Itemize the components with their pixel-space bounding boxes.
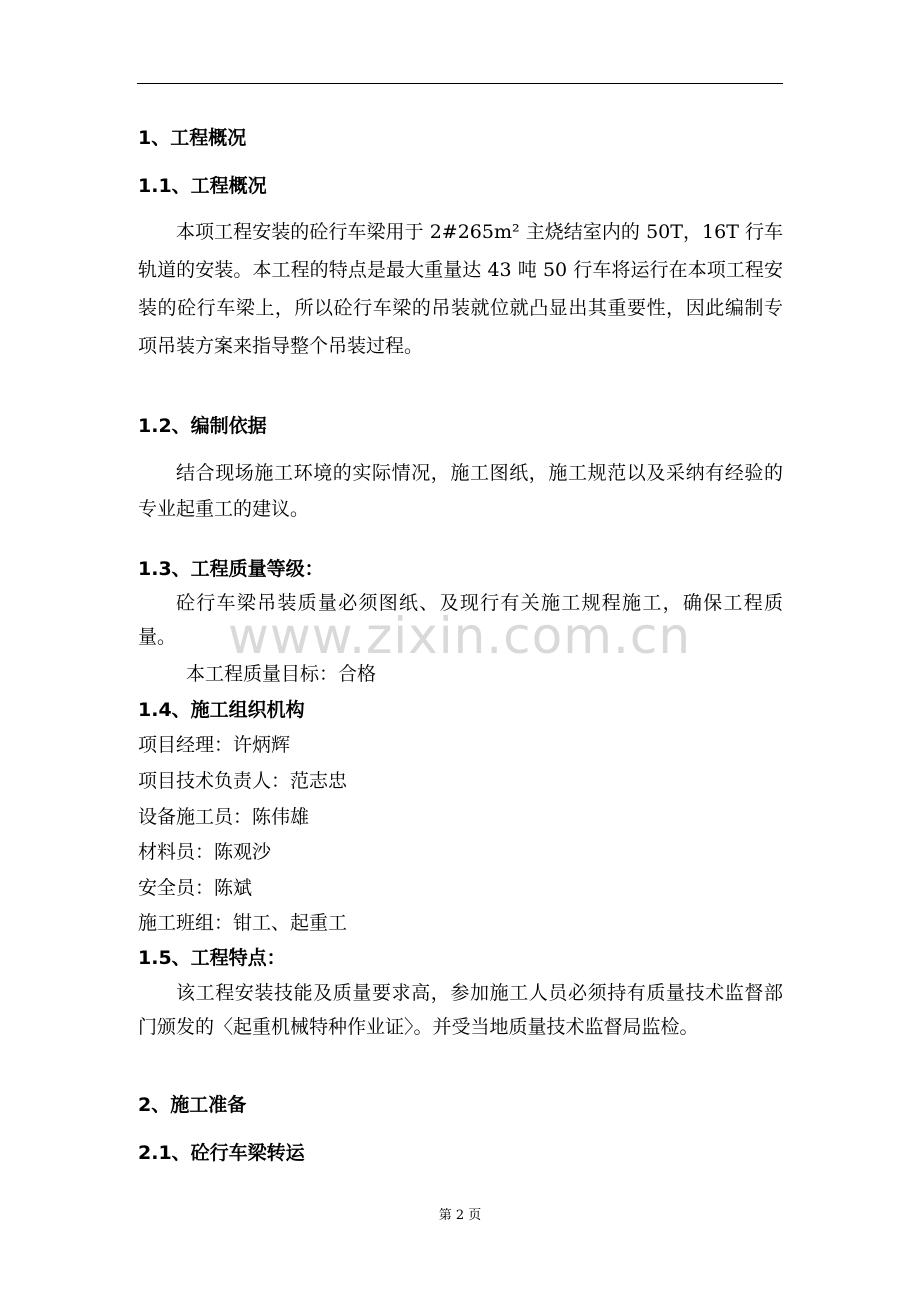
heading-1-1: 1.1、工程概况 (138, 175, 267, 197)
org-safety-staff: 安全员：陈斌 (138, 877, 253, 899)
paragraph-1-2: 结合现场施工环境的实际情况，施工图纸，施工规范以及采纳有经验的专业起重工的建议。 (138, 462, 783, 520)
heading-1-2: 1.2、编制依据 (138, 415, 267, 437)
quality-target: 本工程质量目标：合格 (186, 663, 377, 685)
paragraph-1-1: 本项工程安装的砼行车梁用于 2#265m² 主烧结室内的 50T，16T 行车轨道的安装。本工程的特点是最大重量达 43 吨 50 行车将运行在本项工程安装的砼行车梁上，所以砼行车梁的吊装就位就凸显出其重要性，因此编制专项吊装方案来指导整个吊装过程。 (138, 221, 783, 357)
watermark: www.zixin.com.cn (228, 607, 692, 665)
heading-1-5: 1.5、工程特点： (138, 947, 286, 969)
paragraph-1-5: 该工程安装技能及质量要求高，参加施工人员必须持有质量技术监督部门颁发的〈起重机械特种作业证〉。并受当地质量技术监督局监检。 (138, 982, 783, 1038)
page-number: 第 2 页 (438, 1208, 482, 1223)
heading-1: 1、工程概况 (138, 127, 247, 149)
heading-2: 2、施工准备 (138, 1094, 247, 1116)
paragraph-1-3: 砼行车梁吊装质量必须图纸、及现行有关施工规程施工，确保工程质量。 (138, 592, 783, 648)
org-project-manager: 项目经理：许炳辉 (138, 734, 291, 756)
org-equipment-staff: 设备施工员：陈伟雄 (138, 806, 310, 828)
org-work-team: 施工班组：钳工、起重工 (138, 912, 348, 934)
heading-1-3: 1.3、工程质量等级： (138, 558, 324, 580)
org-materials-staff: 材料员：陈观沙 (138, 841, 272, 863)
org-technical-lead: 项目技术负责人：范志忠 (138, 770, 348, 792)
heading-1-4: 1.4、施工组织机构 (138, 699, 305, 721)
heading-2-1: 2.1、砼行车梁转运 (138, 1142, 305, 1164)
header-rule (137, 83, 783, 84)
